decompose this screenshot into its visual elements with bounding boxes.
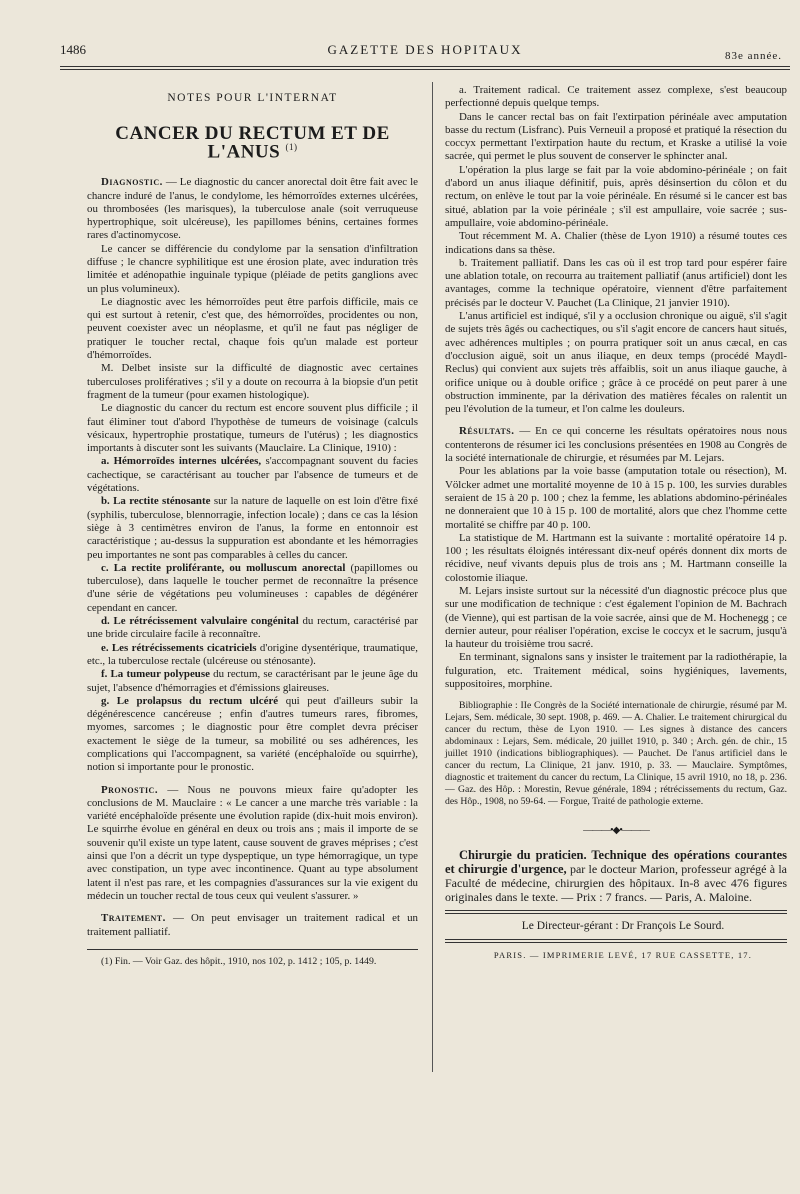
footnote: (1) Fin. — Voir Gaz. des hôpit., 1910, nos 102, p. 1412 ; 105, p. 1449. [101,955,377,967]
paragraph: L'opération la plus large se fait par la voie abdomino-périnéale ; on fait d'abord un anus iliaque définitif, puis, après désinsertion du côlon et du rectum, on enlève le tout par la voie périnéale. En résumé si le cancer est bas situé, ablation par la voie périnéale ; s'il est ampullaire, voie sacrée ; sus-ampullaire, voie abdomino-périnéale. [445,163,787,229]
traitement-paragraph [87,912,418,939]
paragraph: Le diagnostic avec les hémorroïdes peut être parfois difficile, mais ce qui est surtout à retenir, c'est que, des hémorroïdes, procidentes ou non, peuvent coexister avec un néoplasme, et qu'il ne faut pas négliger de pratiquer le toucher rectal, chaque fois qu'un malade est porteur d'hémorroïdes. [87,295,418,362]
list-item-a [87,455,418,495]
book-advert-text: par le docteur Marion, professeur agrégé à la Faculté de médecine, chirurgien des hôpitaux. In-8 avec 476 figures originales dans le texte. — Prix : 7 francs. — Paris, A. Maloine. [445,861,787,904]
resultats-text: — En ce qui concerne les résultats opératoires nous nous contenterons de résumer ici les conclusions présentées en 1908 au Congrès de la société internationale de chirurgie, et résumées par M. Lejars. [445,425,787,465]
list-item-d [87,615,418,642]
paragraph: b. Traitement palliatif. Dans les cas où il est trop tard pour espérer faire une ablation totale, on recourra au traitement palliatif (anus artificiel) dont les avantages, comme la technique opératoire, viennent d'être parfaitement précisés par le docteur V. Pauchet (La Clinique, 21 janvier 1910). [445,256,787,309]
book-advert [445,848,787,904]
journal-title: GAZETTE DES HOPITAUX [327,42,523,57]
footnote-rule [87,949,418,950]
paragraph: Tout récemment M. A. Chalier (thèse de Lyon 1910) a résumé toutes ces indications dans sa thèse. [445,230,787,256]
paragraph: Pour les ablations par la voie basse (amputation totale ou résection), M. Völcker admet une mortalité moyenne de 10 à 15 p. 100, les survies durables seraient de 15 à 20 p. 100 ; chez la femme, les ablations abdomino-périnéales ne donneraient que 10 à 15 p. 100 de mortalité, alors que chez l'homme cette mortalité se chiffre par 40 p. 100. [445,465,787,531]
page-number: 1486 [60,42,86,57]
book-advert-title: Chirurgie du praticien. Technique des opérations courantes et chirurgie d'urgence, [445,847,787,876]
diagnostic-text: — Le diagnostic du cancer anorectal doit être fait avec le chancre induré de l'anus, le condylome, les hémorroïdes externes ulcérées, ou thrombosées (les marisques), la tuberculose anale (soit verruqueuse hypertrophique, soit ulcéreuse), les papillomes bénins, certaines formes rares d'actinomycose. [87,176,418,242]
paragraph: La statistique de M. Hartmann est la suivante : mortalité opératoire 14 p. 100 ; les résultats éloignés intéressant dix-neuf opérés donnent dix morts de récidive, neuf vivants depuis plus de trois ans ; M. Hartmann conseille la colostomie iliaque. [445,531,787,584]
list-item-text: sur la nature de laquelle on est loin d'être fixé (syphilis, tuberculose, blennorragie, infection locale) ; dans ce cas la lésion siège à 3 centimètres environ de l'anus, la forme en entonnoir est caractéristique ; au-dessus la suppuration est abondante et les hémorragies peu importantes ne sont pas comparables à celles du cancer. [87,495,418,561]
list-item-head: e. Les rétrécissements cicatriciels [101,641,257,654]
list-item-head: c. La rectite proliférante, ou molluscum anorectal [101,561,346,574]
list-item-head: d. Le rétrécissement valvulaire congénital [101,615,299,628]
title-footnote-ref: (1) [285,141,298,152]
printer-line: PARIS. — IMPRIMERIE LEVÉ, 17 RUE CASSETTE, 17. [493,949,753,960]
article-title [87,123,418,162]
paragraph: Le diagnostic du cancer du rectum est encore souvent plus difficile ; il faut éliminer tout d'abord l'hypothèse de tumeurs de voisinage (calculs vésicaux, hypertrophie prostatique, tumeurs de l'utérus) ; les diagnostics importants à discuter sont les suivants (Mauclaire. La Clinique, 1910) : [87,402,418,455]
paragraph: M. Lejars insiste surtout sur la nécessité d'un diagnostic précoce plus que sur une modification de technique : c'est également l'opinion de M. Bachrach (de Vienne), qui est partisan de la voie sacrée, ainsi que de M. Hochenegg ; ce dernier auteur, pour réaliser l'opération, excise le coccyx et le sacrum, jusqu'à la hauteur du troisième trou sacré. [445,584,787,651]
list-item-text: (papillomes ou tuberculose), dans laquelle le toucher permet de reconnaître la présence d'une série de végétations peu volumineuses : capables de dégénérer cependant en cancer. [87,561,418,614]
journal-year: 83e année. [724,50,782,62]
list-item-text: d'origine dysentérique, traumatique, etc., la tuberculose rectale (ulcéreuse ou sténosante). [87,641,418,667]
paragraph: En terminant, signalons sans y insister le traitement par la radiothérapie, la fulguration, etc. Traitement médical, soins hygiéniques, lavements, suppositoires, morphine. [445,651,787,691]
pronostic-paragraph [87,784,418,904]
resultats-paragraph [445,425,787,465]
pronostic-text: — Nous ne pouvons mieux faire qu'adopter les conclusions de M. Mauclaire : « Le cancer a une marche très variable : la variété encéphaloïde présente une évolution rapide (dix-huit mois environ). Le squirrhe évolue en général en deux ou trois ans ; mais il importe de se souvenir qu'il existe un type latent, cause souvent de graves méprises ; c'est ainsi que l'on a décrit un type dyspeptique, un type hémorragique, un type avec constipation, un type avec incontinence. Quant au type absolument latent il n'est pas rare, et les compagnies d'assurances sur la vie exigent du médecin un toucher rectal de tous ceux qui veulent s'assurer. » [87,783,418,902]
paragraph: a. Traitement radical. Ce traitement assez complexe, s'est beaucoup perfectionné depuis quelque temps. [445,84,787,110]
director-rule [445,910,787,914]
paragraph: Le cancer se différencie du condylome par la sensation d'infiltration diffuse ; le chancre syphilitique est une érosion plate, avec induration très limitée et adénopathie inguinale typique (pléiade de petits ganglions avec un plus volumineux). [87,242,418,295]
paragraph: M. Delbet insiste sur la difficulté de diagnostic avec certaines tuberculoses prolifératives ; s'il y a doute on recourra à la biopsie d'un petit fragment de la tumeur (pour examen histologique). [87,362,418,401]
list-item-head: f. La tumeur polypeuse [101,668,210,681]
list-item-text: du rectum, caractérisé par une bride circulaire facile à reconnaître. [87,615,418,641]
list-item-text: du rectum, se caractérisant par le jeune âge du sujet, l'absence d'hémorragies et d'émissions glaireuses. [87,668,418,694]
list-item-c [87,562,418,615]
diagnostic-paragraph [87,176,418,242]
right-column [445,84,787,962]
header-rule-2 [60,69,790,70]
resultats-heading: Résultats. [459,425,515,438]
list-item-text: qui peut d'ailleurs subir la dégénérescence cancéreuse ; enfin d'autres tumeurs rares, fibromes, myomes, sarcomes ; le diagnostic pour être complet devra préciser exactement le siège de la tumeur, sa mobilité ou ses adhérences, les complications qui l'accompagnent, sa variété (encéphaloïde ou squirrhe), notion si importante pour le pronostic. [87,694,418,774]
paragraph: Dans le cancer rectal bas on fait l'extirpation périnéale avec amputation basse du rectum (Lisfranc). Puis Verneuil a proposé et pratiqué la résection du coccyx permettant l'extirpation haute du rectum, et Kraske a utilisé la voie sacrée, qui permet le plus souvent de conserver le sphincter anal. [445,110,787,163]
director-line: Le Directeur-gérant : Dr François Le Sourd. [521,919,725,932]
article-title-text: CANCER DU RECTUM ET DE L'ANUS [115,123,390,162]
ornament-separator: ———•◆•——— [583,825,649,837]
list-item-head: b. La rectite sténosante [101,495,211,508]
paragraph: L'anus artificiel est indiqué, s'il y a occlusion chronique ou aiguë, s'il s'agit de sujets très âgés ou cachectiques, ou s'il s'agit encore de cancers haut situés, avec adhérences multiples ; on pourra pratiquer soit un anus cæcal, en cas d'occlusion aiguë, soit un anus iliaque, en deux temps (procédé Maydl-Reclus) qui convient aux sujets très affaiblis, soit un anus iliaque gauche, à orifice unique ou à double orifice ; grâce à ce procédé on peut parer à une obstruction imminente, par la dérivation des matières fécales on ralentit un peu l'évolution de la tumeur, et l'on calme les douleurs. [445,310,787,416]
list-item-f [87,668,418,695]
page-header [60,38,790,60]
list-item-head: a. Hémorroïdes internes ulcérées, [101,455,262,468]
left-column [87,86,418,968]
section-title: NOTES POUR L'INTERNAT [167,92,338,104]
diagnostic-heading: Diagnostic. [101,176,163,189]
bibliography: Bibliographie : IIe Congrès de la Société internationale de chirurgie, résumé par M. Lejars, Sem. médicale, 30 sept. 1908, p. 469. — A. Chalier. Le traitement chirurgical du cancer du rectum, thèse de Lyon 1910. — Les signes à distance des cancers abdominaux : Lejars, Sem. médicale, 20 juillet 1910, p. 340 ; Arch. gén. de chir., 15 juillet 1910 (indications bibliographiques). — Pauchet. De l'anus artificiel dans le cancer du rectum, La Clinique, 21 janv. 1910, p. 33. — Mauclaire. Symptômes, diagnostic et traitement du cancer du rectum, La Clinique, 15 avril 1910, no 18, p. 236. — Gaz. des Hôp. : Morestin, Revue générale, 1894 ; rétrécissements du rectum, Gaz. des Hôp., 1908, no 59-64. — Forgue, Traité de pathologie externe. [445,700,787,808]
list-item-text: s'accompagnant souvent du facies cachectique, se caractérisant au toucher par l'absence de tumeurs et de végétations. [87,455,418,495]
column-divider [432,82,433,1072]
list-item-e [87,642,418,669]
pronostic-heading: Pronostic. [101,783,159,796]
list-item-head: g. Le prolapsus du rectum ulcéré [101,694,279,707]
list-item-b [87,495,418,561]
printer-rule [445,939,787,943]
header-rule [60,66,790,67]
traitement-heading: Traitement. [101,912,166,925]
traitement-text: — On peut envisager un traitement radical et un traitement palliatif. [87,912,418,938]
list-item-g [87,695,418,775]
